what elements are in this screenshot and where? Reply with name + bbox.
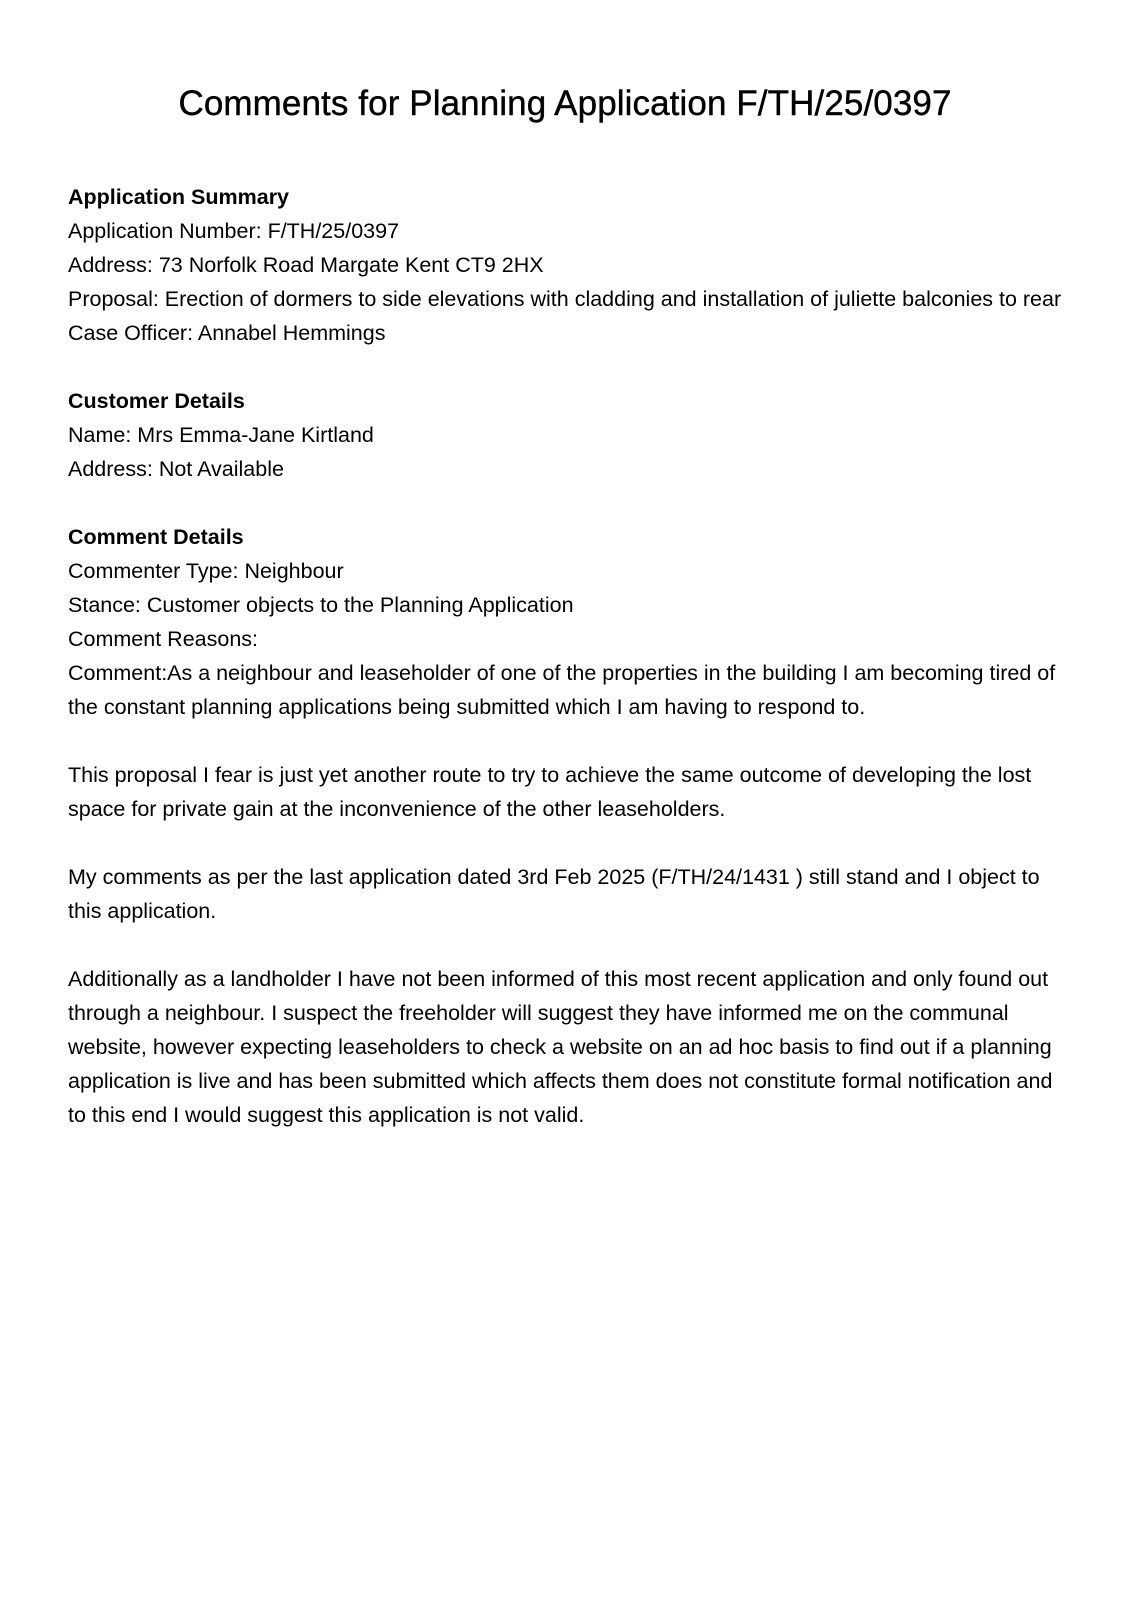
spacer <box>68 486 1068 520</box>
spacer <box>68 350 1068 384</box>
application-number: Application Number: F/TH/25/0397 <box>68 219 400 243</box>
application-address: Address: 73 Norfolk Road Margate Kent CT9 2HX <box>68 253 544 277</box>
comment-paragraph: My comments as per the last application dated 3rd Feb 2025 (F/TH/24/1431 ) still stand and I object to this application. <box>68 865 1040 923</box>
comment-details-section <box>68 520 1068 1132</box>
comment-paragraph: Additionally as a landholder I have not been informed of this most recent application and only found out through a neighbour. I suspect the freeholder will suggest they have informed me on the communal website, however expecting leaseholders to check a website on an ad hoc basis to find out if a planning application is live and has been submitted which affects them does not constitute formal notification and to this end I would suggest this application is not valid. <box>68 967 1053 1127</box>
spacer <box>68 826 1068 860</box>
comment-details-heading: Comment Details <box>68 525 244 549</box>
comment-reasons: Comment Reasons: <box>68 627 258 651</box>
spacer <box>68 928 1068 962</box>
spacer <box>68 724 1068 758</box>
stance: Stance: Customer objects to the Planning Application <box>68 593 574 617</box>
application-summary-section <box>68 180 1068 350</box>
application-proposal: Proposal: Erection of dormers to side elevations with cladding and installation of juliette balconies to rear <box>68 287 1062 311</box>
customer-details-section <box>68 384 1068 486</box>
case-officer: Case Officer: Annabel Hemmings <box>68 321 386 345</box>
comment-paragraph: This proposal I fear is just yet another route to try to achieve the same outcome of developing the lost space for private gain at the inconvenience of the other leaseholders. <box>68 763 1032 821</box>
commenter-type: Commenter Type: Neighbour <box>68 559 344 583</box>
document-body <box>68 180 1068 1132</box>
application-summary-heading: Application Summary <box>68 185 290 209</box>
comment-paragraph: Comment:As a neighbour and leaseholder of one of the properties in the building I am becoming tired of the constant planning applications being submitted which I am having to respond to. <box>68 661 1056 719</box>
page-title: Comments for Planning Application F/TH/25/0397 <box>178 84 952 123</box>
customer-name: Name: Mrs Emma-Jane Kirtland <box>68 423 374 447</box>
customer-address: Address: Not Available <box>68 457 284 481</box>
customer-details-heading: Customer Details <box>68 389 245 413</box>
